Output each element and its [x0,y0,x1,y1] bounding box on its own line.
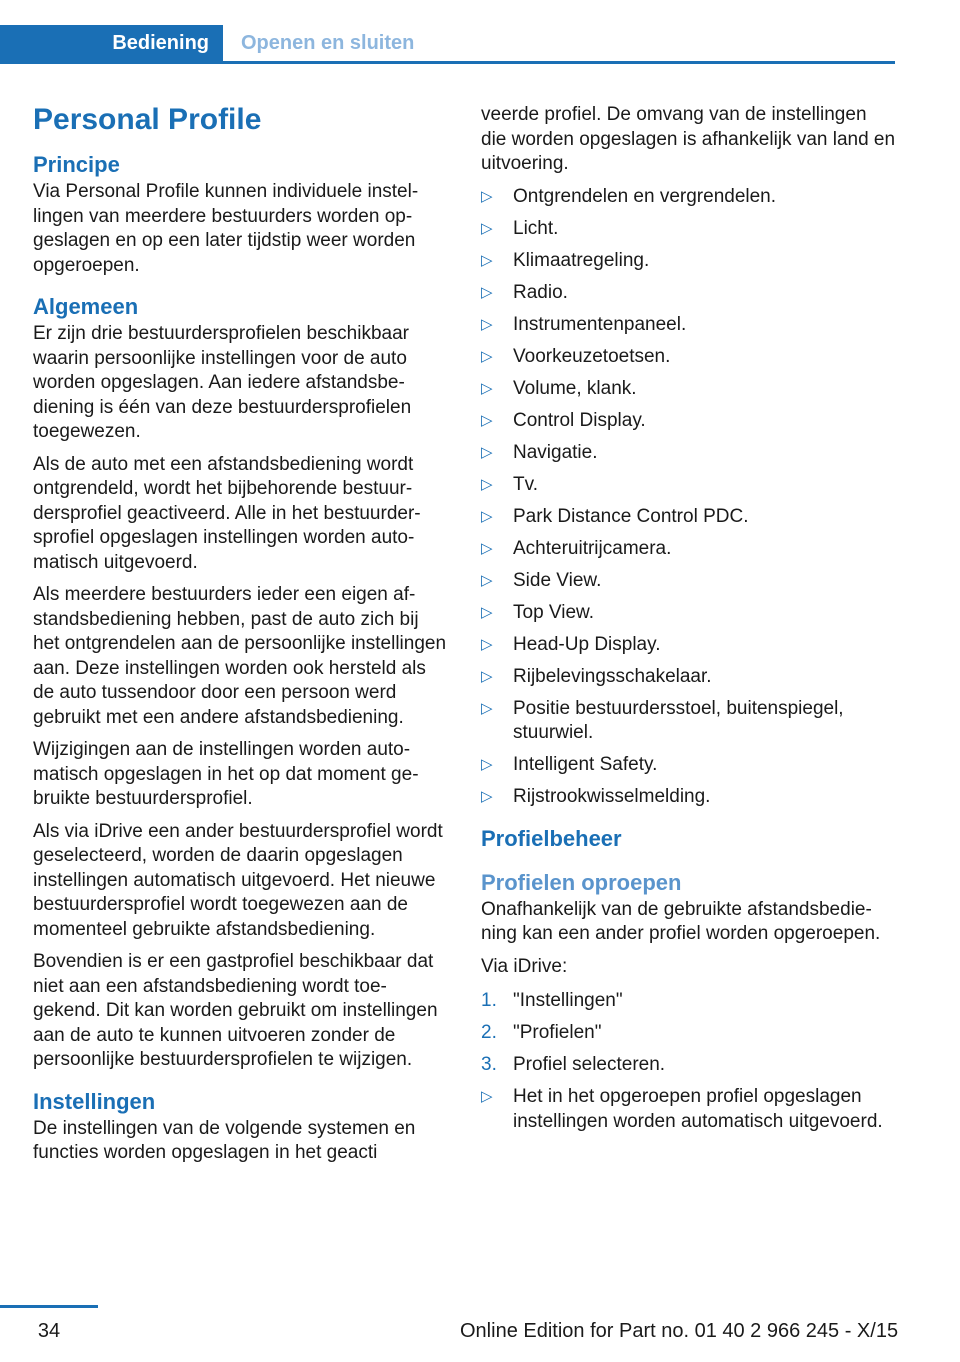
list-item-text: Rijbelevingsschakelaar. [513,665,712,687]
list-item [481,185,896,210]
list-item-text: Positie bestuurdersstoel, buitenspiegel, stuurwiel. [513,697,844,743]
result-list [481,1085,896,1134]
list-item [481,569,896,594]
list-item [481,697,896,746]
list-item-text: Radio. [513,281,568,303]
list-item [481,249,896,274]
list-item [481,505,896,530]
triangle-bullet-icon: ▷ [481,315,493,333]
profile-steps-list [481,989,896,1078]
triangle-bullet-icon: ▷ [481,347,493,365]
list-item-text: Tv. [513,473,538,495]
list-item-text: Control Display. [513,409,646,431]
triangle-bullet-icon: ▷ [481,475,493,493]
list-item-text: Volume, klank. [513,377,637,399]
step-item [481,989,896,1014]
triangle-bullet-icon: ▷ [481,571,493,589]
list-item-text: Klimaatregeling. [513,249,650,271]
footer-edition: Online Edition for Part no. 01 40 2 966 245 - X/15 [460,1320,899,1342]
triangle-bullet-icon: ▷ [481,443,493,461]
result-text: Het in het opgeroepen profiel opgeslagen instellingen worden automatisch uitgevoerd. [513,1086,883,1132]
step-text: "Profielen" [513,1022,602,1043]
algemeen-paragraph: Als de auto met een afstandsbediening wordt ontgrendeld, wordt het bijbehorende bestuurdersprofiel geactiveerd. Alle in het bestuurdersprofiel opgeslagen instellingen worden automatisch uitgevoerd. [33,453,421,573]
list-item [481,601,896,626]
list-item-text: Rijstrookwisselmelding. [513,786,711,807]
page-number: 34 [37,1320,61,1342]
list-item [481,537,896,562]
instellingen-list [481,185,896,810]
list-item [481,281,896,306]
list-item-text: Navigatie. [513,441,598,463]
triangle-bullet-icon: ▷ [481,635,493,653]
subheading-profielen-oproepen: Profielen oproepen [481,869,682,895]
chapter-tab-bar [0,25,895,64]
right-column [481,103,896,1142]
list-item [481,217,896,242]
list-item [481,441,896,466]
list-item-text: Park Distance Control PDC. [513,505,749,527]
left-column [33,100,448,1174]
list-item-text: Head-Up Display. [513,633,661,655]
list-item-text: Top View. [513,601,594,623]
list-item-text: Voorkeuzetoetsen. [513,345,671,367]
list-item-text: Achteruitrijcamera. [513,537,672,559]
list-item [481,345,896,370]
triangle-bullet-icon: ▷ [481,539,493,557]
triangle-bullet-icon: ▷ [481,788,493,805]
triangle-bullet-icon: ▷ [481,251,493,269]
triangle-bullet-icon: ▷ [481,1088,493,1105]
step-number: 3. [481,1054,497,1075]
triangle-bullet-icon: ▷ [481,667,493,685]
list-item [481,473,896,498]
profielbeheer-text: Onafhankelijk van de gebruikte afstandsbediening kan een ander profiel worden opgeroepen. [481,898,881,944]
tab-bediening[interactable]: Bediening [0,25,223,61]
list-item [481,665,896,690]
triangle-bullet-icon: ▷ [481,379,493,397]
heading-algemeen: Algemeen [33,294,139,319]
list-item [481,785,896,810]
step-number: 1. [481,990,497,1011]
step-number: 2. [481,1022,497,1043]
triangle-bullet-icon: ▷ [481,187,493,205]
algemeen-paragraph: Er zijn drie bestuurdersprofielen beschikbaar waarin persoonlijke instellingen voor de auto worden opgeslagen. Aan iedere afstandsbediening is één van deze bestuurdersprofielen toegewezen. [33,323,412,442]
list-item [481,409,896,434]
triangle-bullet-icon: ▷ [481,756,493,773]
via-idrive-label: Via iDrive: [481,955,568,977]
algemeen-paragraph: Als meerdere bestuurders ieder een eigen afstandsbediening hebben, past de auto zich bij het ontgrendelen aan de persoonlijke instellingen aan. Deze instellingen worden ook hersteld als de auto tussendoor door een persoon werd gebruikt met een andere afstandsbediening. [33,584,447,728]
list-item [481,753,896,778]
principe-text: Via Personal Profile kunnen individuele instellingen van meerdere bestuurders worden opgeslagen en op een later tijdstip weer worden opgeroepen. [33,181,419,276]
step-text: "Instellingen" [513,990,623,1011]
heading-principe: Principe [33,152,120,177]
triangle-bullet-icon: ▷ [481,283,493,301]
triangle-bullet-icon: ▷ [481,507,493,525]
instellingen-intro-start: De instellingen van de volgende systemen en functies worden opgeslagen in het geacti [33,1117,416,1163]
list-item [481,377,896,402]
triangle-bullet-icon: ▷ [481,411,493,429]
list-item [481,633,896,658]
list-item-text: Licht. [513,217,559,239]
list-item-text: Side View. [513,569,602,591]
tab-openen-en-sluiten[interactable]: Openen en sluiten [241,32,415,54]
algemeen-paragraph: Als via iDrive een ander bestuurdersprofiel wordt geselecteerd, worden de daarin opgeslagen instellingen automatisch uitgevoerd. Het nieuwe bestuurdersprofiel wordt toegewezen aan de momenteel gebruikte afstandsbediening. [33,820,443,940]
page-title: Personal Profile [33,103,262,136]
triangle-bullet-icon: ▷ [481,219,493,237]
heading-instellingen: Instellingen [33,1088,156,1114]
step-text: Profiel selecteren. [513,1054,666,1075]
footer-rule [0,1305,98,1308]
heading-profielbeheer: Profielbeheer [481,825,622,851]
list-item-text: Ontgrendelen en vergrendelen. [513,185,777,207]
algemeen-paragraph: Wijzigingen aan de instellingen worden automatisch opgeslagen in het op dat moment gebruikte bestuurdersprofiel. [33,739,419,809]
step-item [481,1021,896,1046]
list-item-text: Instrumentenpaneel. [513,313,687,335]
list-item-text: Intelligent Safety. [513,754,658,775]
algemeen-paragraph: Bovendien is er een gastprofiel beschikbaar dat niet aan een afstandsbediening wordt toegekend. Dit kan worden gebruikt om instellingen aan de auto te kunnen uitvoeren zonder de persoonlijke bestuurdersprofielen te wijzigen. [33,951,438,1070]
list-item [481,1085,896,1134]
instellingen-intro-end: veerde profiel. De omvang van de instellingen die worden opgeslagen is afhankelijk van land en uitvoering. [481,104,896,174]
triangle-bullet-icon: ▷ [481,699,493,717]
step-item [481,1053,896,1078]
triangle-bullet-icon: ▷ [481,603,493,621]
list-item [481,313,896,338]
